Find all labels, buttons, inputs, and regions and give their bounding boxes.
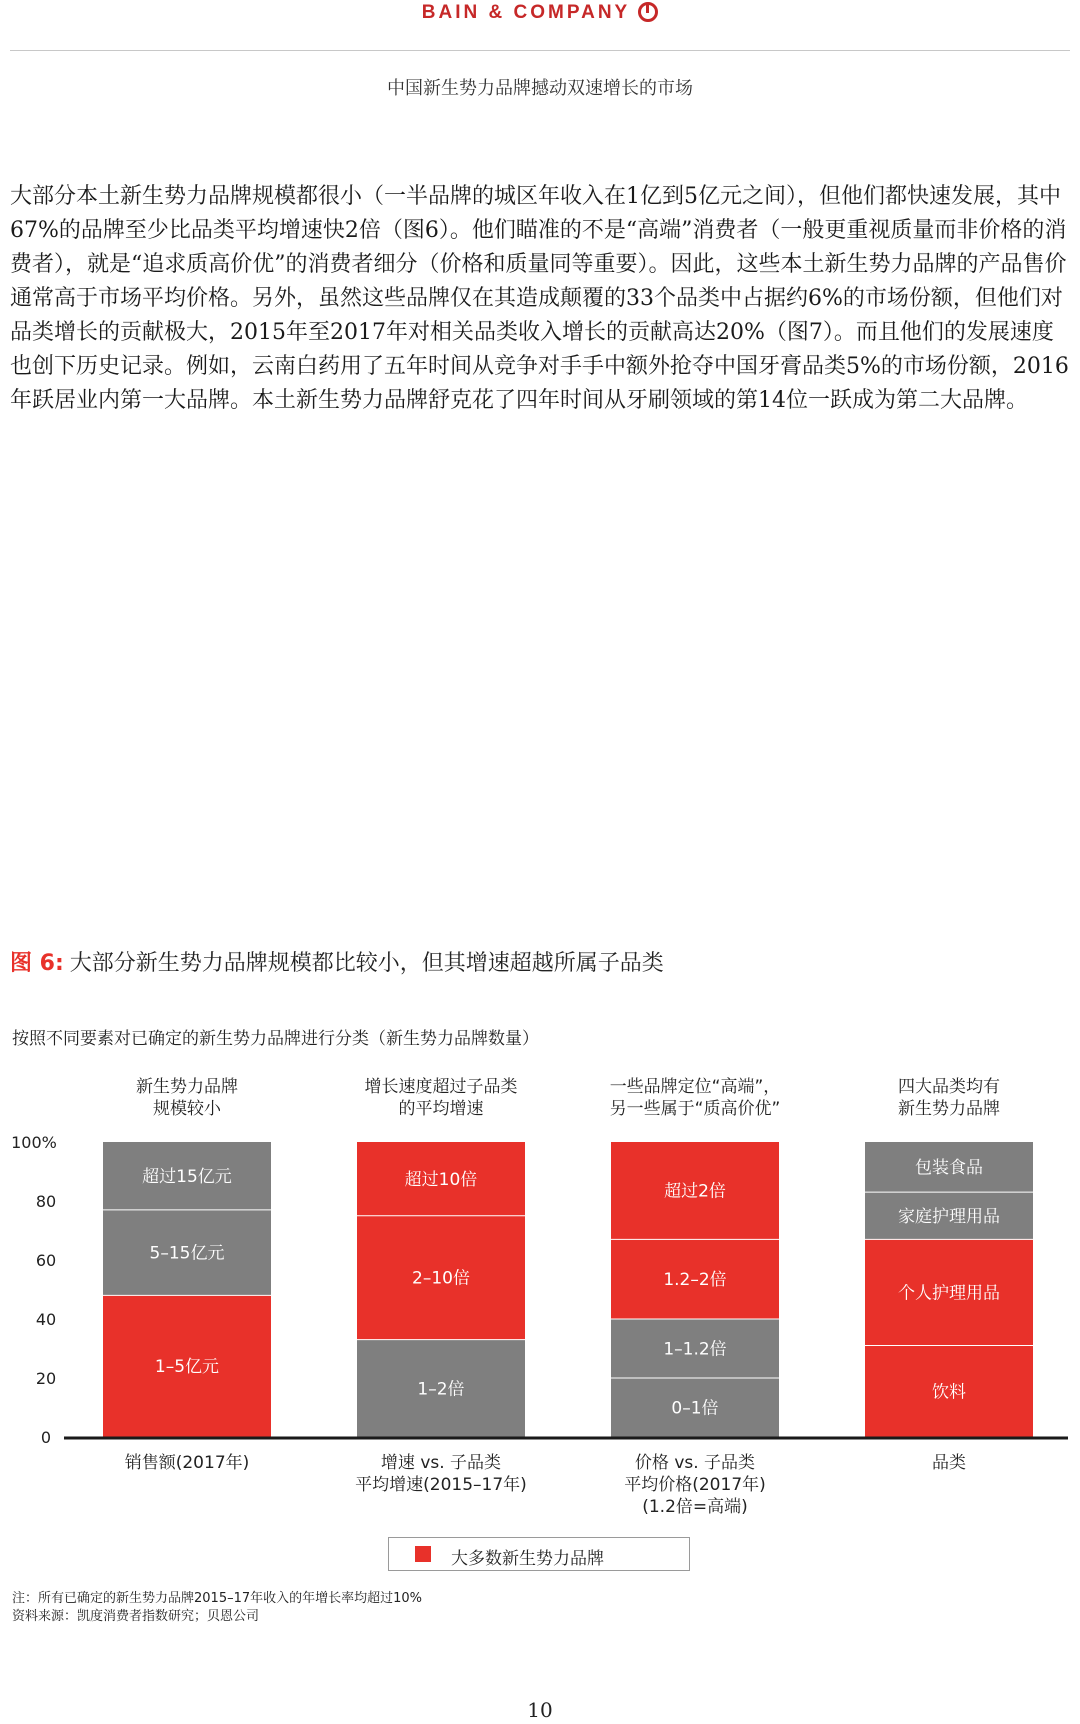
column-header: 另一些属于“质高价优” [609,1099,781,1119]
legend-label: 大多数新生势力品牌 [451,1549,604,1569]
segment-label: 超过10倍 [404,1169,478,1190]
figure-title-text: 大部分新生势力品牌规模都比较小，但其增速超越所属子品类 [69,951,664,976]
chart-notes [12,1590,422,1626]
column-header: 的平均增速 [398,1099,484,1119]
page-number: 10 [527,1698,553,1722]
segment-label: 饮料 [932,1382,966,1403]
y-tick-label: 80 [35,1192,57,1211]
segment-label: 1–5亿元 [154,1357,220,1378]
segment-label: 1–2倍 [417,1379,465,1400]
brand-name: BAIN & COMPANY [421,2,631,23]
segment-label: 超过2倍 [664,1181,726,1202]
chart-legend [388,1537,690,1571]
segment-label: 0–1倍 [671,1398,719,1419]
segment-label: 1–1.2倍 [663,1339,727,1360]
figure-label: 图 6: [10,951,64,976]
figure-title [10,946,664,977]
note-text: 注：所有已确定的新生势力品牌2015–17年收入的年增长率均超过10% [12,1591,423,1606]
y-tick-label: 0 [40,1428,52,1447]
column-header: 新生势力品牌 [136,1077,238,1097]
column-header: 四大品类均有 [898,1077,1000,1097]
document-subtitle: 中国新生势力品牌撼动双速增长的市场 [387,78,693,99]
column-header: 增长速度超过子品类 [364,1077,518,1097]
segment-label: 超过15亿元 [142,1166,232,1187]
segment-label: 2–10倍 [412,1268,470,1289]
category-label: 增速 vs. 子品类 [380,1453,502,1473]
y-tick-label: 100% [11,1133,57,1152]
figure-subtitle: 按照不同要素对已确定的新生势力品牌进行分类（新生势力品牌数量） [12,1029,539,1049]
segment-label: 1.2–2倍 [663,1270,727,1291]
body-paragraph: 大部分本土新生势力品牌规模都很小（一半品牌的城区年收入在1亿到5亿元之间），但他们都快速发展，其中67%的品牌至少比品类平均增速快2倍（图6）。他们瞄准的不是“高端”消费者（一般更重视质量而非价格的消费者），就是“追求质高价优”的消费者细分（价格和质量同等重要）。因此，这些本土新生势力品牌的产品售价通常高于市场平均价格。另外，虽然这些品牌仅在其造成颠覆的33个品类中占据约6%的市场份额，但他们对品类增长的贡献极大，2015年至2017年对相关品类收入增长的贡献高达20%（图7）。而且他们的发展速度也创下历史记录。例如，云南白药用了五年时间从竞争对手手中额外抢夺中国牙膏品类5%的市场份额，2016年跃居业内第一大品牌。本土新生势力品牌舒克花了四年时间从牙刷领域的第14位一跃成为第二大品牌。 [10,184,1069,413]
y-tick-label: 60 [35,1251,57,1270]
column-header: 新生势力品牌 [898,1099,1000,1119]
source-text: 资料来源：凯度消费者指数研究；贝恩公司 [12,1609,260,1624]
segment-label: 包装食品 [915,1158,983,1179]
category-label: 销售额(2017年) [124,1453,250,1473]
category-label: (1.2倍=高端) [642,1497,748,1517]
column-header: 规模较小 [153,1099,221,1119]
category-label: 价格 vs. 子品类 [634,1453,756,1473]
category-label: 品类 [932,1453,966,1473]
category-label: 平均价格(2017年) [624,1475,766,1495]
y-tick-label: 40 [35,1310,57,1329]
segment-label: 个人护理用品 [898,1283,1000,1304]
column-header: 一些品牌定位“高端”， [609,1077,781,1097]
y-tick-label: 20 [35,1369,57,1388]
stacked-bar-chart [0,1070,1080,1530]
power-circle-icon [638,2,658,22]
category-label: 平均增速(2015–17年) [355,1475,527,1495]
brand-logo [0,2,1080,24]
segment-label: 家庭护理用品 [898,1206,1000,1227]
header-divider [10,50,1070,51]
legend-swatch [415,1546,431,1562]
segment-label: 5–15亿元 [149,1243,225,1264]
